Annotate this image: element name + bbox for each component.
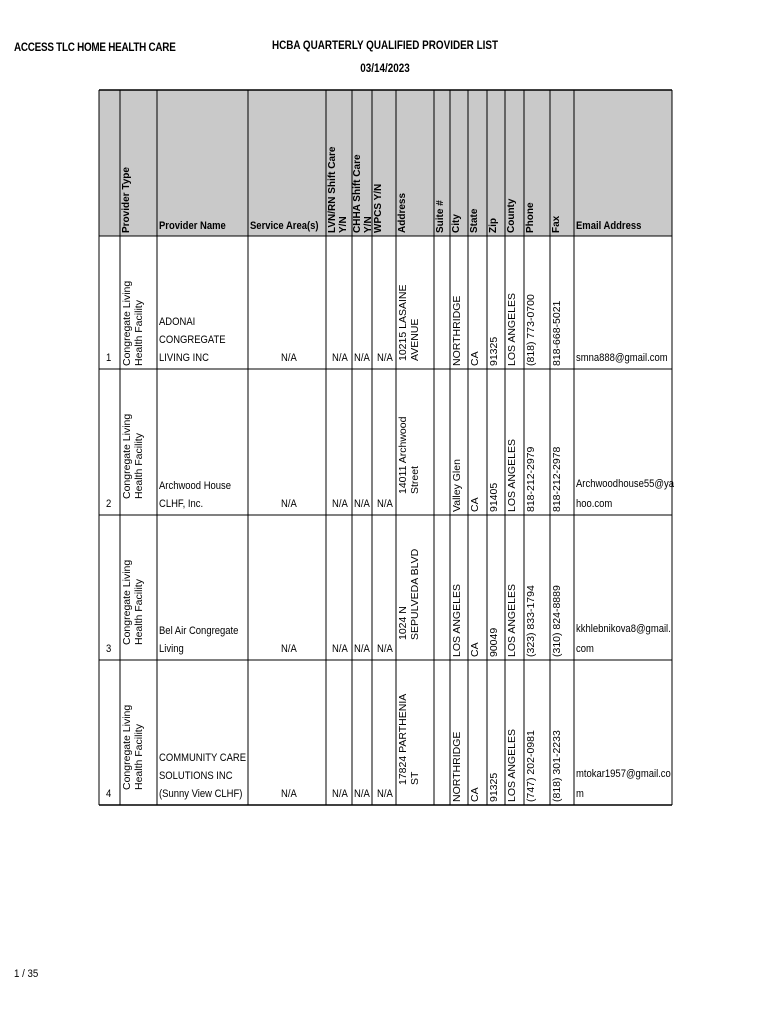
city: LOS ANGELES — [451, 584, 463, 657]
wpcs: N/A — [377, 788, 393, 800]
lvn-rn-shift-care: N/A — [332, 352, 348, 364]
column-header-county: County — [506, 198, 517, 233]
service-area: N/A — [281, 788, 297, 800]
phone: (323) 833-1794 — [525, 585, 537, 657]
address: ST — [408, 771, 421, 785]
row-number: 3 — [106, 643, 112, 655]
header-background — [99, 90, 672, 236]
email-address: hoo.com — [576, 498, 613, 510]
zip: 90049 — [488, 627, 500, 657]
column-header-service-area: Service Area(s) — [250, 220, 319, 232]
address: SEPULVEDA BLVD — [408, 548, 421, 640]
service-area: N/A — [281, 498, 297, 510]
provider-name: (Sunny View CLHF) — [159, 788, 243, 800]
chha-shift-care: N/A — [354, 352, 370, 364]
wpcs: N/A — [377, 498, 393, 510]
provider-name: Bel Air Congregate — [159, 625, 239, 637]
email-address: smna888@gmail.com — [576, 352, 668, 364]
service-area: N/A — [281, 643, 297, 655]
city: NORTHRIDGE — [451, 295, 463, 366]
column-header-fax: Fax — [551, 215, 562, 233]
fax: (818) 301-2233 — [551, 730, 563, 802]
zip: 91325 — [488, 336, 500, 366]
email-address: m — [576, 788, 584, 800]
organization-name: ACCESS TLC HOME HEALTH CARE — [14, 42, 176, 54]
email-address: com — [576, 643, 594, 655]
column-header-phone: Phone — [525, 202, 536, 233]
address: Street — [408, 465, 421, 494]
state: CA — [469, 351, 481, 366]
state: CA — [469, 642, 481, 657]
column-header-chha: CHHA Shift Care — [352, 154, 363, 233]
chha-shift-care: N/A — [354, 788, 370, 800]
document-date: 03/14/2023 — [360, 63, 410, 75]
address: 14011 Archwood — [397, 416, 409, 494]
phone: (747) 202-0981 — [525, 730, 537, 802]
column-header-lvn-rn: LVN/RN Shift Care — [327, 146, 338, 233]
address: 1024 N — [397, 606, 409, 640]
service-area: N/A — [281, 352, 297, 364]
wpcs: N/A — [377, 643, 393, 655]
provider-name: SOLUTIONS INC — [159, 770, 233, 782]
column-header-provider-name: Provider Name — [159, 220, 226, 232]
chha-shift-care: N/A — [354, 643, 370, 655]
provider-name: CONGREGATE — [159, 334, 226, 346]
phone: 818-212-2979 — [525, 446, 537, 512]
provider-type: Health Facility — [132, 433, 145, 499]
wpcs: N/A — [377, 352, 393, 364]
provider-name: COMMUNITY CARE — [159, 752, 247, 764]
provider-type: Congregate Living — [121, 280, 133, 366]
provider-name: ADONAI — [159, 316, 196, 328]
provider-type: Congregate Living — [121, 559, 133, 645]
county: LOS ANGELES — [506, 293, 518, 366]
column-header-lvn-rn: Y/N — [337, 216, 349, 233]
lvn-rn-shift-care: N/A — [332, 498, 348, 510]
provider-name: Living — [159, 643, 184, 655]
column-header-email: Email Address — [576, 220, 642, 232]
zip: 91405 — [488, 482, 500, 512]
provider-type: Health Facility — [132, 579, 145, 645]
provider-type: Congregate Living — [121, 704, 133, 790]
county: LOS ANGELES — [506, 439, 518, 512]
phone: (818) 773-0700 — [525, 294, 537, 366]
zip: 91325 — [488, 772, 500, 802]
column-header-city: City — [451, 214, 462, 233]
column-header-address: Address — [397, 192, 408, 233]
county: LOS ANGELES — [506, 584, 518, 657]
provider-name: Archwood House — [159, 480, 232, 492]
provider-type: Health Facility — [132, 300, 145, 366]
provider-name: CLHF, Inc. — [159, 498, 204, 510]
city: NORTHRIDGE — [451, 731, 463, 802]
state: CA — [469, 787, 481, 802]
column-header-wpcs: WPCS Y/N — [373, 183, 384, 233]
row-number: 4 — [106, 788, 112, 800]
email-address: Archwoodhouse55@ya — [576, 478, 674, 490]
page-number: 1 / 35 — [14, 968, 39, 980]
address: 10215 LASAINE — [397, 284, 409, 361]
fax: 818-668-5021 — [551, 300, 563, 366]
column-header-zip: Zip — [488, 218, 499, 233]
address: AVENUE — [408, 318, 421, 361]
county: LOS ANGELES — [506, 729, 518, 802]
provider-type: Health Facility — [132, 724, 145, 790]
row-number: 2 — [106, 498, 112, 510]
fax: (310) 824-8889 — [551, 585, 563, 657]
column-header-chha: Y/N — [362, 216, 374, 233]
lvn-rn-shift-care: N/A — [332, 643, 348, 655]
email-address: kkhlebnikova8@gmail. — [576, 623, 671, 635]
provider-name: LIVING INC — [159, 352, 209, 364]
address: 17824 PARTHENIA — [397, 693, 409, 785]
email-address: mtokar1957@gmail.co — [576, 768, 671, 780]
fax: 818-212-2978 — [551, 446, 563, 512]
column-header-state: State — [469, 208, 480, 233]
lvn-rn-shift-care: N/A — [332, 788, 348, 800]
state: CA — [469, 497, 481, 512]
row-number: 1 — [106, 352, 112, 364]
chha-shift-care: N/A — [354, 498, 370, 510]
column-header-suite: Suite # — [435, 200, 446, 233]
provider-type: Congregate Living — [121, 413, 133, 499]
city: Valley Glen — [451, 459, 463, 512]
document-title: HCBA QUARTERLY QUALIFIED PROVIDER LIST — [271, 40, 499, 52]
column-header-provider-type: Provider Type — [121, 167, 132, 233]
